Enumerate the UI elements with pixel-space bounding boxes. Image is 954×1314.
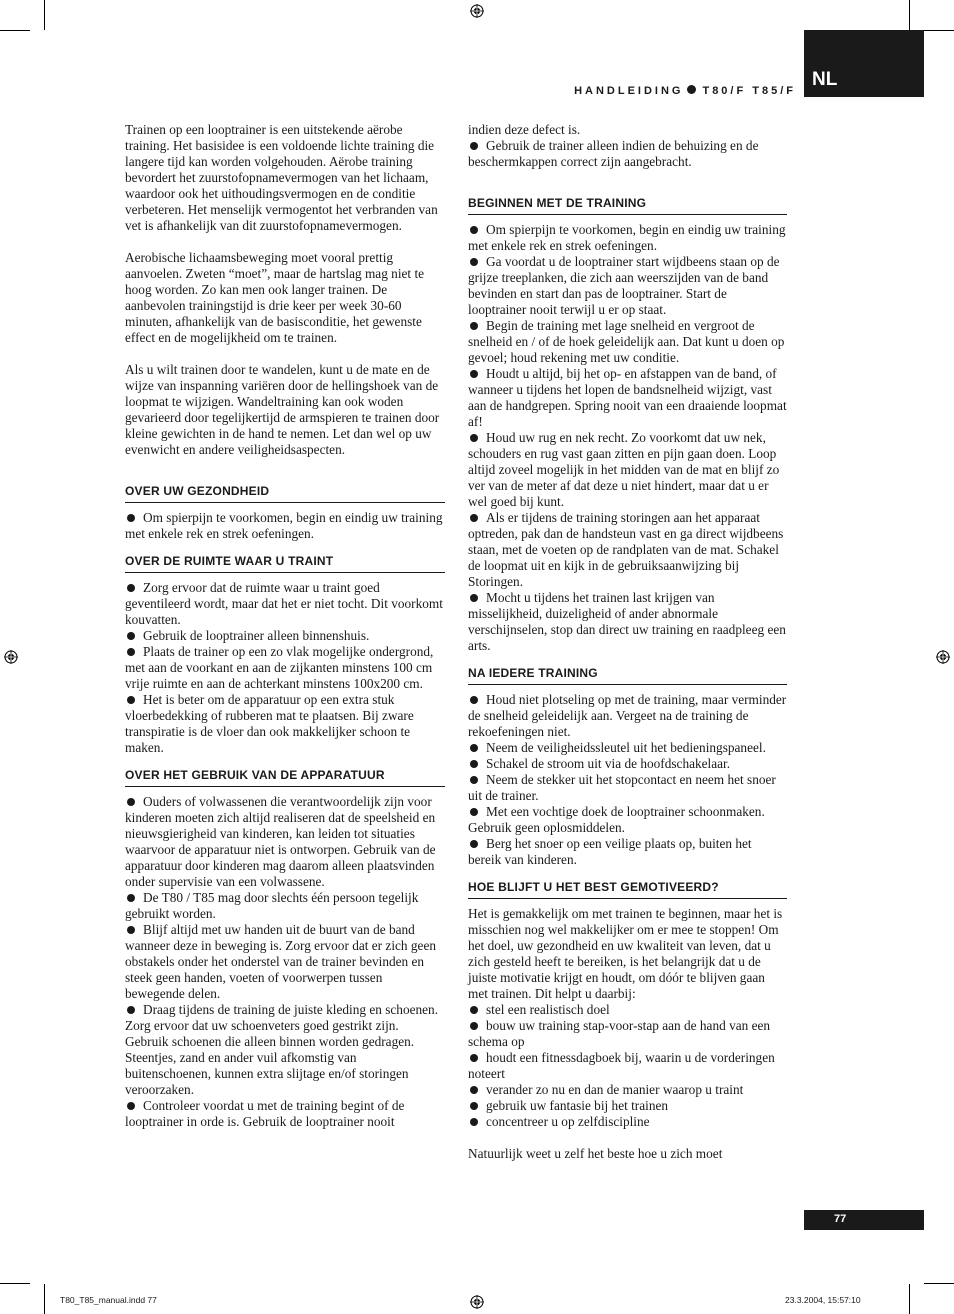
bullet-icon bbox=[470, 594, 478, 602]
bullet-icon bbox=[470, 142, 478, 150]
list-item: Plaats de trainer op een zo vlak mogelijke ondergrond, met aan de voorkant en aan de zijkanten minstens 100 cm vrije ruimte en aan de achterkant minstens 100x200 cm. bbox=[125, 644, 434, 691]
footer-timestamp: 23.3.2004, 15:57:10 bbox=[785, 1295, 861, 1305]
list-item: Houdt u altijd, bij het op- en afstappen van de band, of wanneer u tijdens het lopen de bandsnelheid wijzigt, vast aan de handgrepen. Spring nooit van een draaiende loopmat af! bbox=[468, 366, 787, 429]
left-column bbox=[125, 122, 445, 1146]
list-item: Om spierpijn te voorkomen, begin en eindig uw training met enkele rek en strek oefeningen. bbox=[125, 510, 443, 541]
bullet-icon bbox=[127, 648, 135, 656]
bullet-list bbox=[125, 794, 445, 1130]
bullet-icon bbox=[127, 632, 135, 640]
list-item: stel een realistisch doel bbox=[468, 1002, 787, 1018]
registration-mark-icon bbox=[470, 4, 484, 18]
bullet-icon bbox=[127, 1006, 135, 1014]
bullet-list bbox=[125, 510, 445, 542]
page-number-label: 77 bbox=[834, 1213, 847, 1225]
bullet-list bbox=[468, 692, 787, 868]
list-item: Gebruik de looptrainer alleen binnenshuis. bbox=[125, 628, 445, 644]
bullet-icon bbox=[687, 85, 696, 94]
list-item: bouw uw training stap-voor-stap aan de hand van een schema op bbox=[468, 1018, 771, 1049]
bullet-icon bbox=[127, 894, 135, 902]
bullet-list bbox=[125, 580, 445, 756]
section-heading: HOE BLIJFT U HET BEST GEMOTIVEERD? bbox=[468, 880, 787, 899]
bullet-icon bbox=[470, 1054, 478, 1062]
bullet-icon bbox=[470, 322, 478, 330]
bullet-icon bbox=[127, 514, 135, 522]
bullet-icon bbox=[470, 840, 478, 848]
page-number bbox=[804, 1210, 924, 1230]
list-item: Begin de training met lage snelheid en vergroot de snelheid en / of de hoek geleidelijk aan. Dat kunt u doen op gevoel; houd rekening met uw conditie. bbox=[468, 318, 785, 365]
bullet-icon bbox=[470, 1022, 478, 1030]
list-item: Ouders of volwassenen die verantwoordelijk zijn voor kinderen moeten zich altijd realiseren dat de speelsheid en nieuwsgierigheid van kinderen, kan leiden tot situaties waarvoor de apparatuur niet is ontworpen. Gebruik van de apparatuur door kinderen mag daarom alleen plaatsvinden onder supervisie van een volwassene. bbox=[125, 794, 436, 889]
bullet-list bbox=[468, 138, 787, 170]
section-heading: OVER UW GEZONDHEID bbox=[125, 484, 445, 503]
bullet-icon bbox=[470, 226, 478, 234]
bullet-icon bbox=[470, 258, 478, 266]
list-item: Neem de veiligheidssleutel uit het bedieningspaneel. bbox=[468, 740, 787, 756]
intro-paragraph: Aerobische lichaamsbeweging moet vooral prettig aanvoelen. Zweten “moet”, maar de hartslag mag niet te hoog worden. Zo kan men ook langer trainen. De aanbevolen trainingstijd is drie keer per week 30-60 minuten, afhankelijk van de basisconditie, het gewenste effect en de mogelijkheid om te trainen. bbox=[125, 250, 425, 345]
header-title-right: T80/F T85/F bbox=[702, 85, 796, 97]
header-title-left: HANDLEIDING bbox=[574, 85, 684, 97]
bullet-icon bbox=[127, 696, 135, 704]
list-item: Schakel de stroom uit via de hoofdschakelaar. bbox=[468, 756, 787, 772]
registration-mark-icon bbox=[470, 1295, 484, 1309]
language-label: NL bbox=[812, 69, 838, 90]
section-heading: BEGINNEN MET DE TRAINING bbox=[468, 196, 787, 215]
bullet-icon bbox=[470, 808, 478, 816]
registration-mark-icon bbox=[4, 650, 18, 664]
section-heading: NA IEDERE TRAINING bbox=[468, 666, 787, 685]
bullet-icon bbox=[127, 584, 135, 592]
section-heading: OVER HET GEBRUIK VAN DE APPARATUUR bbox=[125, 768, 445, 787]
bullet-icon bbox=[470, 760, 478, 768]
list-item: Draag tijdens de training de juiste kleding en schoenen. Zorg ervoor dat uw schoenveters goed gestrikt zijn. Gebruik schoenen die alleen binnen worden gedragen. Steentjes, zand en ander vuil afkomstig van buitenschoenen, kunnen extra slijtage en/of storingen veroorzaken. bbox=[125, 1002, 439, 1097]
list-item: Neem de stekker uit het stopcontact en neem het snoer uit de trainer. bbox=[468, 772, 776, 803]
bullet-icon bbox=[470, 1118, 478, 1126]
list-item: Controleer voordat u met de training begint of de looptrainer in orde is. Gebruik de looptrainer nooit bbox=[125, 1098, 405, 1129]
bullet-icon bbox=[470, 776, 478, 784]
bullet-icon bbox=[470, 696, 478, 704]
right-column bbox=[468, 122, 787, 1162]
bullet-icon bbox=[127, 798, 135, 806]
registration-mark-icon bbox=[936, 650, 950, 664]
bullet-icon bbox=[470, 1086, 478, 1094]
list-item: Het is beter om de apparatuur op een extra stuk vloerbedekking of rubberen mat te plaatsen. Bij zware transpiratie is de vloer dan ook makkelijker schoon te maken. bbox=[125, 692, 414, 755]
list-item: Als er tijdens de training storingen aan het apparaat optreden, pak dan de handsteun vast en ga direct wijdbeens staan, met de voeten op de randplaten van de mat. Schakel de loopmat uit en kijk in de gebruiksaanwijzing bij Storingen. bbox=[468, 510, 784, 589]
list-item: Mocht u tijdens het trainen last krijgen van misselijkheid, duizeligheid of ander abnormale verschijnselen, stop dan direct uw training en raadpleeg een arts. bbox=[468, 590, 786, 653]
list-item: Houd niet plotseling op met de training, maar verminder de snelheid geleidelijk aan. Vergeet na de training de rekoefeningen niet. bbox=[468, 692, 787, 739]
list-item: Gebruik de trainer alleen indien de behuizing en de beschermkappen correct zijn aangebracht. bbox=[468, 138, 759, 169]
continuation-text: indien deze defect is. bbox=[468, 122, 581, 137]
bullet-icon bbox=[127, 926, 135, 934]
intro-paragraph: Als u wilt trainen door te wandelen, kunt u de mate en de wijze van inspanning variëren door de hellingshoek van de loopmat te wijzigen. Wandeltraining kan ook woden gevarieerd door tegelijkertijd de armspieren te trainen door kleine gewichten in de hand te nemen. Let dan wel op uw evenwicht en andere veiligheidsaspecten. bbox=[125, 362, 440, 457]
list-item: Zorg ervoor dat de ruimte waar u traint goed geventileerd wordt, maar dat het er niet tocht. Dit voorkomt kouvatten. bbox=[125, 580, 443, 627]
list-item: De T80 / T85 mag door slechts één persoon tegelijk gebruikt worden. bbox=[125, 890, 419, 921]
list-item: houdt een fitnessdagboek bij, waarin u de vorderingen noteert bbox=[468, 1050, 775, 1081]
list-item: gebruik uw fantasie bij het trainen bbox=[468, 1098, 787, 1114]
bullet-icon bbox=[470, 1006, 478, 1014]
list-item: Houd uw rug en nek recht. Zo voorkomt dat uw nek, schouders en rug vast gaan zitten en pijn gaan doen. Loop altijd zoveel mogelijk in het midden van de mat en blijf zo ver van de meter af dat deze u niet hindert, maar dat u er wel goed bij kunt. bbox=[468, 430, 780, 509]
list-item: verander zo nu en dan de manier waarop u traint bbox=[468, 1082, 787, 1098]
bullet-icon bbox=[470, 514, 478, 522]
list-item: concentreer u op zelfdiscipline bbox=[468, 1114, 787, 1130]
bullet-icon bbox=[127, 1102, 135, 1110]
bullet-icon bbox=[470, 434, 478, 442]
closing-text: Natuurlijk weet u zelf het beste hoe u zich moet bbox=[468, 1146, 723, 1161]
list-item: Met een vochtige doek de looptrainer schoonmaken. Gebruik geen oplosmiddelen. bbox=[468, 804, 765, 835]
running-header bbox=[574, 85, 796, 97]
bullet-icon bbox=[470, 370, 478, 378]
footer-file: T80_T85_manual.indd 77 bbox=[60, 1295, 157, 1305]
intro-paragraph: Trainen op een looptrainer is een uitstekende aërobe training. Het basisidee is een voldoende lichte training die langere tijd kan worden volgehouden. Aërobe training bevordert het zuurstofopnamevermogen van het lichaam, waardoor ook het uithoudingsvermogen en de conditie verbeteren. Het menselijk vermogentot het verbranden van vet is afhankelijk van dit zuurstofopnamevermogen. bbox=[125, 122, 438, 233]
section-heading: OVER DE RUIMTE WAAR U TRAINT bbox=[125, 554, 445, 573]
language-tab bbox=[804, 30, 924, 97]
motivation-intro: Het is gemakkelijk om met trainen te beginnen, maar het is misschien nog wel makkelijker om er mee te stoppen! Om het doel, uw gezondheid en uw kwaliteit van leven, dat u zich gesteld heeft te bereiken, is het belangrijk dat u de juiste motivatie krijgt en houdt, om dóór te blijven gaan met trainen. Dit helpt u daarbij: bbox=[468, 906, 783, 1001]
bullet-list bbox=[468, 1002, 787, 1130]
list-item: Om spierpijn te voorkomen, begin en eindig uw training met enkele rek en strek oefeningen. bbox=[468, 222, 786, 253]
list-item: Berg het snoer op een veilige plaats op, buiten het bereik van kinderen. bbox=[468, 836, 752, 867]
bullet-list bbox=[468, 222, 787, 654]
list-item: Blijf altijd met uw handen uit de buurt van de band wanneer deze in beweging is. Zorg ervoor dat er zich geen obstakels onder het onderstel van de trainer bevinden en steek geen handen, voeten of voorwerpen tussen bewegende delen. bbox=[125, 922, 436, 1001]
list-item: Ga voordat u de looptrainer start wijdbeens staan op de grijze treeplanken, die zich aan weerszijden van de band bevinden en start dan pas de looptrainer. Start de looptrainer nooit terwijl u er op staat. bbox=[468, 254, 780, 317]
bullet-icon bbox=[470, 744, 478, 752]
bullet-icon bbox=[470, 1102, 478, 1110]
